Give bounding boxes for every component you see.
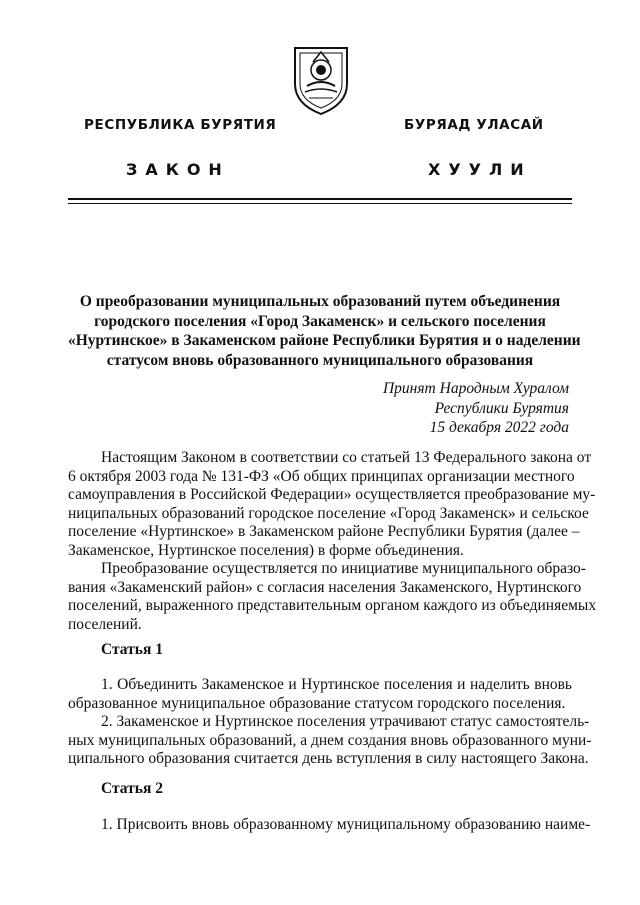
text-line: поселений. <box>68 615 142 633</box>
law-title-line: статусом вновь образованного муниципального образования <box>106 351 534 369</box>
text-line: самоуправления в Российской Федерации» осуществляется преобразование му- <box>68 486 596 503</box>
law-title-line: городского поселения «Город Закаменск» и сельского поселения <box>94 312 546 330</box>
text-line: ных муниципальных образований, а днем создания вновь образованного муни- <box>68 731 592 749</box>
text-line: вания «Закаменский район» с согласия населения Закаменского, Нуртинского <box>68 578 582 596</box>
document-type-russian: ЗАКОН <box>126 160 230 179</box>
law-title-line: «Нуртинское» в Закаменском районе Республики Бурятия и о наделении <box>68 332 581 349</box>
paragraph-preamble <box>68 449 596 560</box>
text-line: поселений, выраженного представительным органом каждого из объединяемых <box>68 597 597 614</box>
text-line: Настоящим Законом в соответствии со статьей 13 Федерального закона от <box>101 449 592 466</box>
article-2-clause-1 <box>68 816 591 835</box>
adoption-note-line: Принят Народным Хуралом <box>382 380 569 397</box>
header-divider-thin <box>68 203 572 204</box>
adoption-note <box>383 379 569 438</box>
republic-name-buryat: БУРЯАД УЛАСАЙ <box>404 117 544 133</box>
text-line: ципального образования считается день вступления в силу настоящего Закона. <box>68 750 589 767</box>
coat-of-arms-icon <box>291 40 351 116</box>
article-1-clause-1 <box>68 676 572 713</box>
text-line: 1. Объединить Закаменское и Нуртинское поселения и наделить вновь <box>101 676 572 693</box>
text-line: поселение «Нуртинское» в Закаменском районе Республики Бурятия (далее – <box>68 523 580 540</box>
paragraph-initiative <box>68 560 597 634</box>
law-title-line: О преобразовании муниципальных образований путем объединения <box>79 293 561 310</box>
adoption-date: 15 декабря 2022 года <box>429 419 569 436</box>
article-1-heading: Статья 1 <box>101 641 163 658</box>
text-line: образованное муниципальное образование статусом городского поселения. <box>68 694 566 712</box>
text-line: 1. Присвоить вновь образованному муниципальному образованию наиме- <box>101 816 591 833</box>
header-divider <box>68 198 572 200</box>
republic-name-russian: РЕСПУБЛИКА БУРЯТИЯ <box>84 117 277 133</box>
text-line: ниципальных образований городское поселение «Город Закаменск» и сельское <box>68 504 589 522</box>
text-line: Преобразование осуществляется по инициативе муниципального образо- <box>101 560 586 577</box>
article-2-heading: Статья 2 <box>101 780 163 797</box>
text-line: 6 октября 2003 года № 131-ФЗ «Об общих принципах организации местного <box>68 467 575 485</box>
article-1-clause-2 <box>68 713 592 769</box>
text-line: Закаменское, Нуртинское поселения) в форме объединения. <box>68 541 464 559</box>
adoption-note-line: Республики Бурятия <box>434 399 569 417</box>
law-title <box>68 292 581 370</box>
text-line: 2. Закаменское и Нуртинское поселения утрачивают статус самостоятель- <box>101 713 590 730</box>
document-type-buryat: ХУУЛИ <box>428 160 532 179</box>
